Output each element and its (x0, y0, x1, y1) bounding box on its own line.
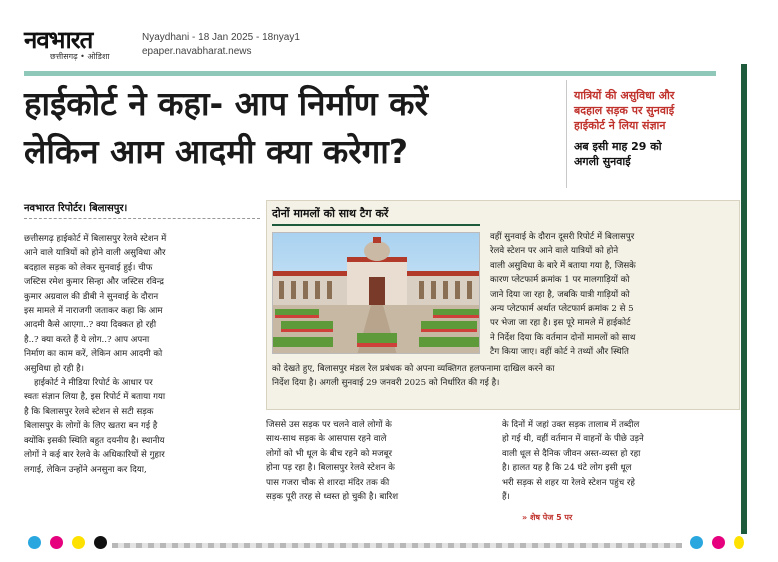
color-bar-strip (112, 543, 682, 548)
text-line: कारण प्लेटफार्म क्रमांक 1 पर मालगाड़ियों को (490, 275, 630, 286)
text-line: है। हालत यह है कि 24 घंटे लोग इसी धूल (502, 463, 632, 474)
deck-divider (566, 80, 567, 188)
byline-rule (24, 218, 260, 219)
column-1 (24, 232, 260, 477)
text-line: होना पड़ रहा है। बिलासपुर रेलवे स्टेशन के (266, 463, 395, 474)
text-line: को देखते हुए, बिलासपुर मंडल रेल प्रबंधक को अपना व्यक्तिगत हलफनामा दाखिल करने का (272, 364, 555, 374)
deck-subline: अब इसी माह 29 को (574, 140, 662, 153)
text-line: भरी सड़क से शहर या रेलवे स्टेशन पहुंच रहे (502, 477, 635, 488)
text-line: लोगों ने कई बार रेलवे के अधिकारियों से गुहार (24, 450, 165, 461)
black-dot (94, 536, 107, 549)
text-line: वाली असुविधा के बारे में बताया गया है, जिसके (490, 260, 636, 271)
text-line: असुविधा हो रही है। (24, 363, 84, 374)
logo-wordmark: नवभारत (24, 26, 93, 54)
high-court-photo (272, 232, 480, 354)
logo-subtitle: छत्तीसगढ़ • ओडिशा (50, 52, 110, 61)
text-line: पास गजरा चौक से शारदा मंदिर तक की (266, 477, 390, 488)
top-accent-bar (24, 71, 716, 76)
side-deck (574, 88, 739, 169)
text-line: आने वाले यात्रियों को होने वाली असुविधा और (24, 248, 166, 259)
text-line: है..? क्या करते हैं ये लोग..? आप अपना (24, 334, 150, 345)
text-line: हाईकोर्ट ने मीडिया रिपोर्ट के आधार पर (34, 378, 153, 389)
headline-line-2: लेकिन आम आदमी क्या करेगा? (24, 132, 408, 171)
text-line: जाने दिया जा रहा है, जबकि यात्री गाड़ियों को (490, 289, 630, 300)
text-line: निर्माण का काम करें, लेकिन आम आदमी को (24, 349, 163, 360)
text-line: रेलवे स्टेशन पर आने वाले यात्रियों को होने (490, 246, 619, 257)
deck-subline: अगली सुनवाई (574, 155, 631, 168)
magenta-dot (50, 536, 63, 549)
column-3 (502, 418, 738, 504)
sub-story-right-text (490, 230, 736, 360)
text-line: हैं। (502, 492, 510, 503)
text-line: आदमी कैसे आएगा..? क्या दिक्कत हो रही (24, 320, 157, 331)
byline: नवभारत रिपोर्टर। बिलासपुर। (24, 203, 128, 214)
edition-line: Nyaydhani - 18 Jan 2025 - 18nyay1 (142, 32, 300, 43)
column-2 (266, 418, 494, 504)
text-line: साथ-साथ सड़क के आसपास रहने वाले (266, 434, 387, 445)
text-line: जस्टिस रमेश कुमार सिन्हा और जस्टिस रविन्द्र (24, 277, 164, 288)
text-line: पर भेजा जा रहा है। इस पूरे मामले में हाईकोर्ट (490, 318, 631, 329)
epaper-url[interactable]: epaper.navabharat.news (142, 46, 252, 57)
text-line: अन्य प्लेटफार्म अर्थात प्लेटफार्म क्रमांक 2 से 5 (490, 304, 634, 315)
masthead-logo (24, 28, 132, 62)
yellow-dot (734, 536, 744, 549)
text-line: लोगों को भी धूल के बीच रहने को मजबूर (266, 448, 392, 459)
headline-line-1: हाईकोर्ट ने कहा- आप निर्माण करें (24, 84, 428, 123)
text-line: स्वतः संज्ञान लिया है, इस रिपोर्ट में बताया गया (24, 392, 166, 403)
sub-story-title: दोनों मामलों को साथ टैग करें (272, 207, 389, 220)
text-line: इस मामले में नाराजगी जताकर कहा कि आम (24, 306, 163, 317)
text-line: छत्तीसगढ़ हाईकोर्ट में बिलासपुर रेलवे स्टेशन में (24, 234, 167, 244)
sub-story-full-text (272, 362, 734, 391)
magenta-dot (712, 536, 725, 549)
cyan-dot (28, 536, 41, 549)
deck-line: यात्रियों की असुविधा और (574, 89, 675, 102)
text-line: कुमार अग्रवाल की डीबी ने सुनवाई के दौरान (24, 291, 159, 302)
text-line: निर्देश दिया है। अगली सुनवाई 29 जनवरी 2025 को निर्धारित की गई है। (272, 378, 500, 389)
text-line: बदहाल सड़क को लेकर सुनवाई हुई। चीफ (24, 262, 153, 273)
continued-link[interactable]: » शेष पेज 5 पर (522, 513, 573, 522)
text-line: सड़क पूरी तरह से ध्वस्त हो चुकी है। बारिश (266, 492, 399, 503)
text-line: जिससे उस सड़क पर चलने वाले लोगों के (266, 420, 392, 430)
text-line: टैग किया जाए। वहीं कोर्ट ने तथ्यों और स्थिति (490, 347, 629, 358)
deck-line: बदहाल सड़क पर सुनवाई (574, 104, 675, 117)
yellow-dot (72, 536, 85, 549)
text-line: वहीं सुनवाई के दौरान दूसरी रिपोर्ट में बिलासपुर (490, 232, 635, 242)
text-line: के दिनों में जहां उक्त सड़क तालाब में तब्दील (502, 420, 640, 430)
deck-line: हाईकोर्ट ने लिया संज्ञान (574, 119, 666, 132)
text-line: ने निर्देश दिया कि वर्तमान दोनों मामलों को साथ (490, 332, 636, 343)
text-line: लगाई, लेकिन उन्होंने अनसुना कर दिया, (24, 464, 147, 475)
right-accent-bar (741, 64, 747, 534)
title-underline (272, 224, 480, 226)
text-line: है कि बिलासपुर रेलवे स्टेशन से सटी सड़क (24, 406, 154, 417)
text-line: वाली धूल से दैनिक जीवन अस्त-व्यस्त हो रहा (502, 448, 641, 459)
cyan-dot (690, 536, 703, 549)
text-line: हो गई थी, वहीं वर्तमान में वाहनों के पीछे उड़ने (502, 434, 644, 445)
building-illustration (273, 233, 480, 354)
text-line: क्योंकि इसकी स्थिति बहुत दयनीय है। स्थानीय (24, 435, 165, 446)
text-line: बिलासपुर के लोगों के लिए खतरा बन गई है (24, 421, 158, 432)
